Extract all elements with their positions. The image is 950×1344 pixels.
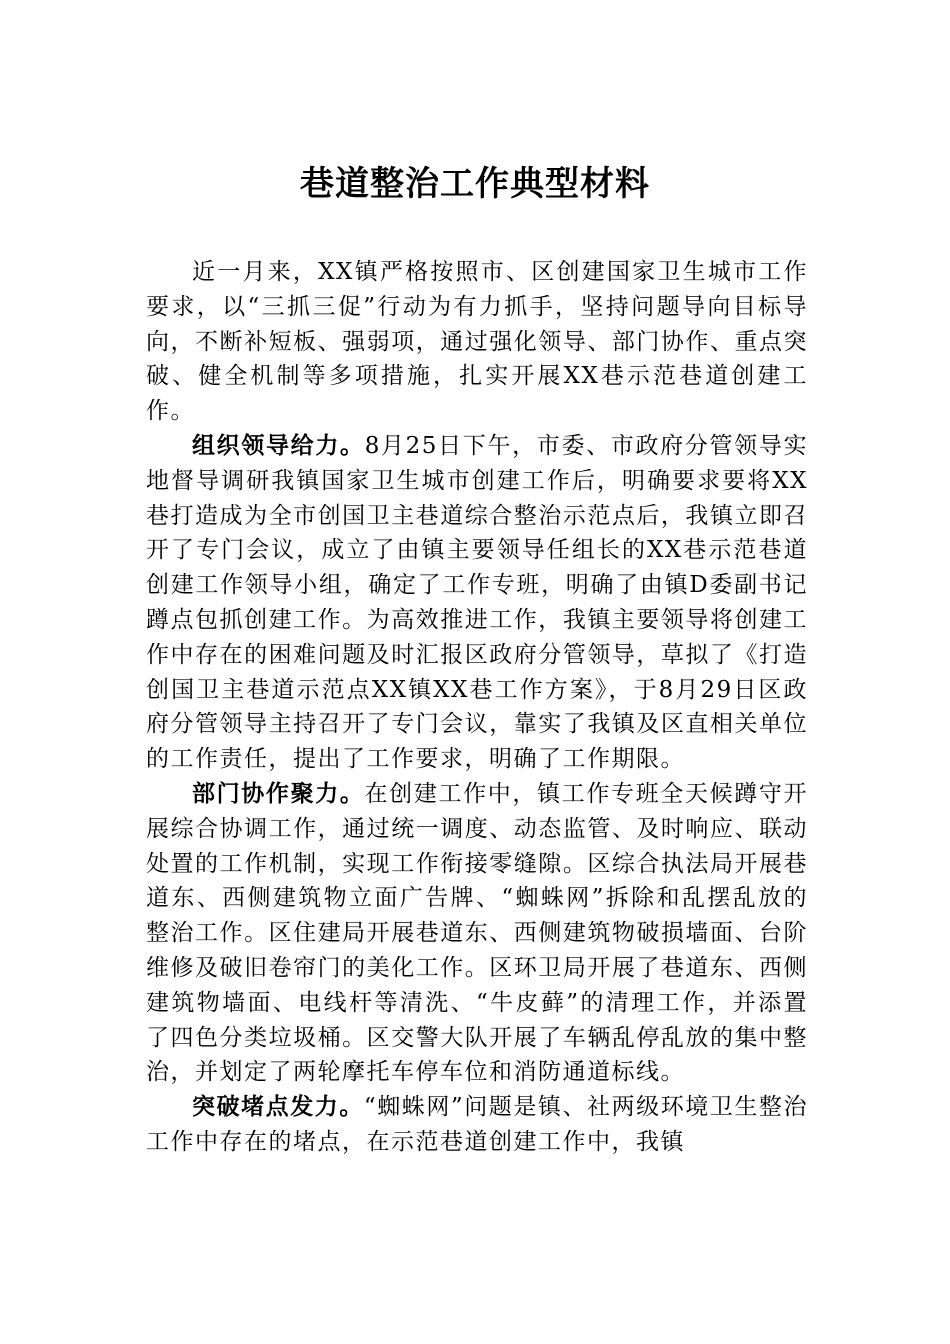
document-body	[146, 255, 808, 1160]
paragraph-lead: 突破堵点发力。	[192, 1094, 364, 1121]
paragraph-organization	[146, 429, 808, 777]
paragraph-intro	[146, 255, 808, 429]
paragraph-lead: 部门协作聚力。	[192, 780, 365, 807]
paragraph-text: 在创建工作中，镇工作专班全天候蹲守开展综合协调工作，通过统一调度、动态监管、及时响应、联动处置的工作机制，实现工作衔接零缝隙。区综合执法局开展巷道东、西侧建筑物立面广告牌、“蜘蛛网”拆除和乱摆乱放的整治工作。区住建局开展巷道东、西侧建筑物破损墙面、台阶维修及破旧卷帘门的美化工作。区环卫局开展了巷道东、西侧建筑物墙面、电线杆等清洗、“牛皮藓”的清理工作，并添置了四色分类垃圾桶。区交警大队开展了车辆乱停乱放的集中整治，并划定了两轮摩托车停车位和消防通道标线。	[146, 780, 809, 1086]
paragraph-lead: 组织领导给力。	[192, 432, 365, 459]
paragraph-cooperation	[146, 777, 808, 1090]
paragraph-text: “蜘蛛网”问题是镇、社两级环境卫生整治工作中存在的堵点，在示范巷道创建工作中，我镇	[146, 1094, 808, 1155]
paragraph-breakthrough	[146, 1090, 808, 1160]
paragraph-text: 近一月来，XX镇严格按照市、区创建国家卫生城市工作要求，以“三抓三促”行动为有力抓手，坚持问题导向目标导向，不断补短板、强弱项，通过强化领导、部门协作、重点突破、健全机制等多项措施，扎实开展XX巷示范巷道创建工作。	[146, 259, 808, 425]
document-title: 巷道整治工作典型材料	[300, 164, 650, 204]
paragraph-text: 8月25日下午，市委、市政府分管领导实地督导调研我镇国家卫生城市创建工作后，明确要求要将XX巷打造成为全市创国卫主巷道综合整治示范点后，我镇立即召开了专门会议，成立了由镇主要领导任组长的XX巷示范巷道创建工作领导小组，确定了工作专班，明确了由镇D委副书记蹲点包抓创建工作。为高效推进工作，我镇主要领导将创建工作中存在的困难问题及时汇报区政府分管领导，草拟了《打造创国卫主巷道示范点XX镇XX巷工作方案》，于8月29日区政府分管领导主持召开了专门会议，靠实了我镇及区直相关单位的工作责任，提出了工作要求，明确了工作期限。	[146, 432, 809, 773]
